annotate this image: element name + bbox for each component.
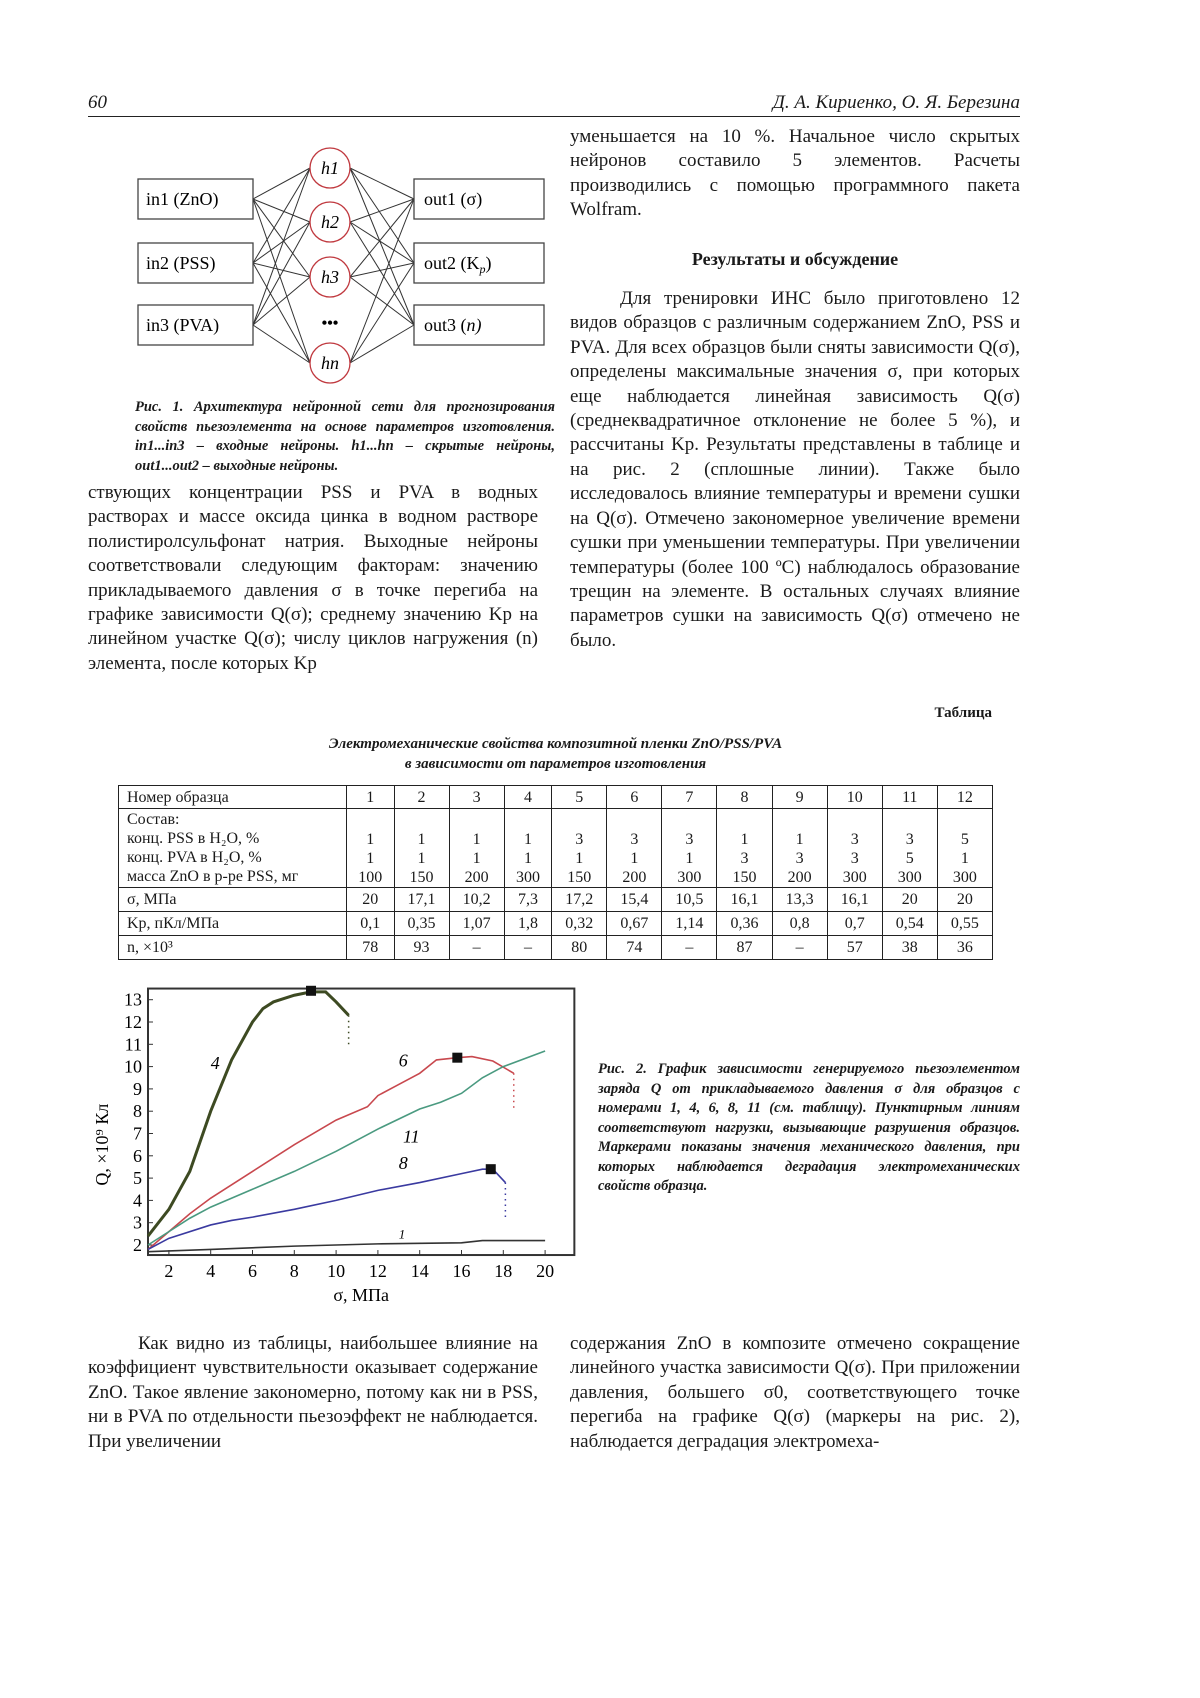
table-cell: 0,8: [772, 912, 827, 936]
table-cell: 1,8: [504, 912, 552, 936]
x-tick-label: 18: [494, 1261, 512, 1281]
table-cell: 1 3 200: [772, 809, 827, 888]
connection-line: [253, 168, 310, 199]
x-tick-label: 20: [536, 1261, 554, 1281]
paragraph: Как видно из таблицы, наибольшее влияние на коэффициент чувствительности оказывает содержание ZnO. Такое явление закономерно, потому как ни в PSS, ни в PVA по отдельности пьезоэффект не наблюдается. При увеличении: [88, 1332, 538, 1454]
output-neuron-label: out3 (n): [424, 315, 482, 336]
connection-line: [253, 263, 310, 363]
hidden-neuron-label: h1: [321, 158, 339, 178]
table-cell: 3 1 200: [607, 809, 662, 888]
connection-line: [350, 168, 414, 199]
paper-page: [0, 0, 1200, 1698]
paragraph: ствующих концентрации PSS и PVA в водных растворах и массе оксида цинка в водном растворе полистиролсульфонат натрия. Выходные нейроны соответствовали следующим факторам: значению прикладываемого давления σ в точке перегиба на графике зависимости Q(σ); среднему значению Kp на линейном участке Q(σ); числу циклов нагружения (n) элемента, после которых Kp: [88, 481, 538, 676]
properties-table: [118, 785, 993, 960]
table-cell: 10: [827, 786, 882, 809]
table-cell: 20: [937, 888, 992, 912]
table-cell: 78: [347, 936, 395, 960]
table-cell: 9: [772, 786, 827, 809]
table-cell: 3: [449, 786, 504, 809]
table-cell: 13,3: [772, 888, 827, 912]
table-cell: 0,36: [717, 912, 772, 936]
y-tick-label: 4: [133, 1190, 142, 1210]
table-cell: 5: [552, 786, 607, 809]
table-cell: 6: [607, 786, 662, 809]
degradation-marker-6: [452, 1053, 462, 1063]
hidden-neuron-label: hn: [321, 353, 339, 373]
paragraph: Для тренировки ИНС было приготовлено 12 видов образцов с различным содержанием ZnO, PSS и PVA. Для всех образцов были сняты зависимости Q(σ), определены максимальные значения σ, при которых еще наблюдается линейная зависимость Q(σ) (среднеквадратичное отклонение не более 5 %), и рассчитаны Kp. Результаты представлены в таблице и на рис. 2 (сплошные линии). Также было исследовалось влияние температуры и времени сушки на Q(σ). Отмечено закономерное увеличение времени сушки при уменьшении температуры. При увеличении температуры (более 100 ºC) наблюдалось образование трещин на элементе. В остальных случаях влияние параметров сушки на зависимость Q(σ) отмечено не было.: [570, 287, 1020, 653]
table-row-n: [119, 936, 993, 960]
connection-line: [350, 168, 414, 263]
y-tick-label: 11: [125, 1034, 142, 1054]
table-cell: –: [772, 936, 827, 960]
right-column-text: [570, 125, 1020, 653]
table-cell: 20: [347, 888, 395, 912]
table-cell: 3 1 150: [552, 809, 607, 888]
y-tick-label: 8: [133, 1101, 142, 1121]
x-axis-label: σ, МПа: [333, 1285, 389, 1305]
table-cell: 0,1: [347, 912, 395, 936]
connection-line: [253, 325, 310, 363]
table-cell: 3 3 300: [827, 809, 882, 888]
y-axis-label: Q, ×10⁹ Кл: [92, 1104, 112, 1186]
table-cell: 38: [882, 936, 937, 960]
plot-frame: [148, 989, 574, 1255]
table-cell: 7: [662, 786, 717, 809]
left-column-text: [88, 481, 538, 676]
y-tick-label: 3: [133, 1213, 142, 1233]
series-label-11: 11: [403, 1126, 420, 1146]
y-tick-label: 6: [133, 1146, 142, 1166]
row-label: Kp, пКл/МПа: [119, 912, 347, 936]
x-tick-label: 4: [206, 1261, 215, 1281]
table-cell: 0,55: [937, 912, 992, 936]
y-tick-label: 9: [133, 1079, 142, 1099]
bottom-left-text: [88, 1332, 538, 1454]
table-cell: 16,1: [827, 888, 882, 912]
table-cell: 1,14: [662, 912, 717, 936]
x-tick-label: 6: [248, 1261, 257, 1281]
ellipsis: •••: [322, 315, 339, 332]
table-cell: –: [662, 936, 717, 960]
table-cell: 1 1 300: [504, 809, 552, 888]
input-neuron-label: in2 (PSS): [146, 253, 216, 274]
hidden-neuron-label: h3: [321, 267, 339, 287]
connection-line: [350, 325, 414, 363]
table-cell: 57: [827, 936, 882, 960]
degradation-marker-4: [306, 986, 316, 996]
output-neuron-label: out1 (σ): [424, 189, 482, 210]
section-title: Результаты и обсуждение: [570, 247, 1020, 271]
y-tick-label: 12: [124, 1012, 142, 1032]
paragraph: содержания ZnO в композите отмечено сокращение линейного участка зависимости Q(σ). При приложении давления, большего σ0, соответствующего точке перегиба на графике Q(σ) (маркеры на рис. 2), наблюдается деградация электромеха-: [570, 1332, 1020, 1454]
table-row-kp: [119, 912, 993, 936]
input-neuron-label: in1 (ZnO): [146, 189, 218, 210]
page-number: 60: [88, 92, 107, 114]
table-cell: 1 1 100: [347, 809, 395, 888]
table-cell: 1,07: [449, 912, 504, 936]
header-rule: [88, 116, 1020, 117]
x-tick-label: 14: [411, 1261, 429, 1281]
table-cell: 0,67: [607, 912, 662, 936]
x-tick-label: 16: [453, 1261, 471, 1281]
table-label: Таблица: [935, 705, 992, 722]
table-cell: 10,2: [449, 888, 504, 912]
connection-line: [350, 222, 414, 263]
table-cell: 1 1 200: [449, 809, 504, 888]
table-cell: 1: [347, 786, 395, 809]
table-cell: 3 5 300: [882, 809, 937, 888]
table-cell: 7,3: [504, 888, 552, 912]
table-cell: 1 1 150: [394, 809, 449, 888]
table-cell: 17,2: [552, 888, 607, 912]
table-cell: 20: [882, 888, 937, 912]
connection-line: [350, 199, 414, 363]
series-label-6: 6: [399, 1051, 408, 1071]
table-cell: 1 3 150: [717, 809, 772, 888]
y-tick-label: 2: [133, 1235, 142, 1255]
figure2-caption: Рис. 2. График зависимости генерируемого пьезоэлементом заряда Q от прикладываемого давления σ для образцов с номерами 1, 4, 6, 8, 11 (см. таблицу). Пунктирным линиям соответствуют нагрузки, вызывающие разрушения образцов. Маркерами показаны значения механического давления, при которых наблюдается деградация электромеханических свойств образца.: [598, 1060, 1020, 1197]
hidden-neuron-label: h2: [321, 212, 339, 232]
table-cell: 93: [394, 936, 449, 960]
row-label: σ, МПа: [119, 888, 347, 912]
table-cell: 80: [552, 936, 607, 960]
y-tick-label: 7: [133, 1124, 142, 1144]
figure2-chart: [88, 975, 638, 1320]
paragraph: уменьшается на 10 %. Начальное число скрытых нейронов составило 5 элементов. Расчеты производились с помощью программного пакета Wolfram.: [570, 125, 1020, 223]
table-cell: 8: [717, 786, 772, 809]
table-cell: 0,7: [827, 912, 882, 936]
x-tick-label: 10: [327, 1261, 345, 1281]
table-header-row: [119, 786, 993, 809]
connection-line: [253, 199, 310, 363]
row-label: Состав: конц. PSS в H₂O, % конц. PVA в H₂O, % масса ZnO в р-ре PSS, мг: [119, 809, 347, 888]
y-tick-label: 5: [133, 1168, 142, 1188]
connection-line: [253, 222, 310, 263]
table-cell: 2: [394, 786, 449, 809]
table-cell: 16,1: [717, 888, 772, 912]
running-header-authors: Д. А. Кириенко, О. Я. Березина: [773, 92, 1020, 114]
connection-line: [253, 168, 310, 263]
y-tick-label: 10: [124, 1057, 142, 1077]
table-cell: 0,32: [552, 912, 607, 936]
series-label-1: 1: [399, 1226, 406, 1241]
table-cell: 87: [717, 936, 772, 960]
table-row-sigma: [119, 888, 993, 912]
connection-line: [350, 263, 414, 363]
table-cell: 11: [882, 786, 937, 809]
series-label-8: 8: [399, 1153, 408, 1173]
table-title-line2: в зависимости от параметров изготовления: [118, 756, 993, 773]
table-cell: 12: [937, 786, 992, 809]
table-cell: 36: [937, 936, 992, 960]
table-cell: –: [504, 936, 552, 960]
table-cell: 5 1 300: [937, 809, 992, 888]
table-cell: 15,4: [607, 888, 662, 912]
figure1-network-diagram: [120, 135, 560, 385]
output-neuron-label: out2 (Kp): [424, 253, 492, 276]
table-cell: –: [449, 936, 504, 960]
bottom-right-text: [570, 1332, 1020, 1454]
table-cell: 0,54: [882, 912, 937, 936]
table-title-line1: Электромеханические свойства композитной пленки ZnO/PSS/PVA: [118, 736, 993, 753]
figure1-caption: Рис. 1. Архитектура нейронной сети для прогнозирования свойств пьезоэлемента на основе параметров изготовления. in1...in3 – входные нейроны. h1...hn – скрытые нейроны, out1...out2 – выходные нейроны.: [135, 398, 555, 476]
row-label: n, ×10³: [119, 936, 347, 960]
table-cell: 4: [504, 786, 552, 809]
x-tick-label: 12: [369, 1261, 387, 1281]
row-label: Номер образца: [119, 786, 347, 809]
table-cell: 17,1: [394, 888, 449, 912]
input-neuron-label: in3 (PVA): [146, 315, 219, 336]
table-cell: 3 1 300: [662, 809, 717, 888]
y-tick-label: 13: [124, 990, 142, 1010]
degradation-marker-8: [486, 1164, 496, 1174]
table-cell: 74: [607, 936, 662, 960]
table-cell: 0,35: [394, 912, 449, 936]
x-tick-label: 8: [290, 1261, 299, 1281]
table-cell: 10,5: [662, 888, 717, 912]
series-label-4: 4: [211, 1053, 220, 1073]
x-tick-label: 2: [164, 1261, 173, 1281]
table-row-composition: [119, 809, 993, 888]
